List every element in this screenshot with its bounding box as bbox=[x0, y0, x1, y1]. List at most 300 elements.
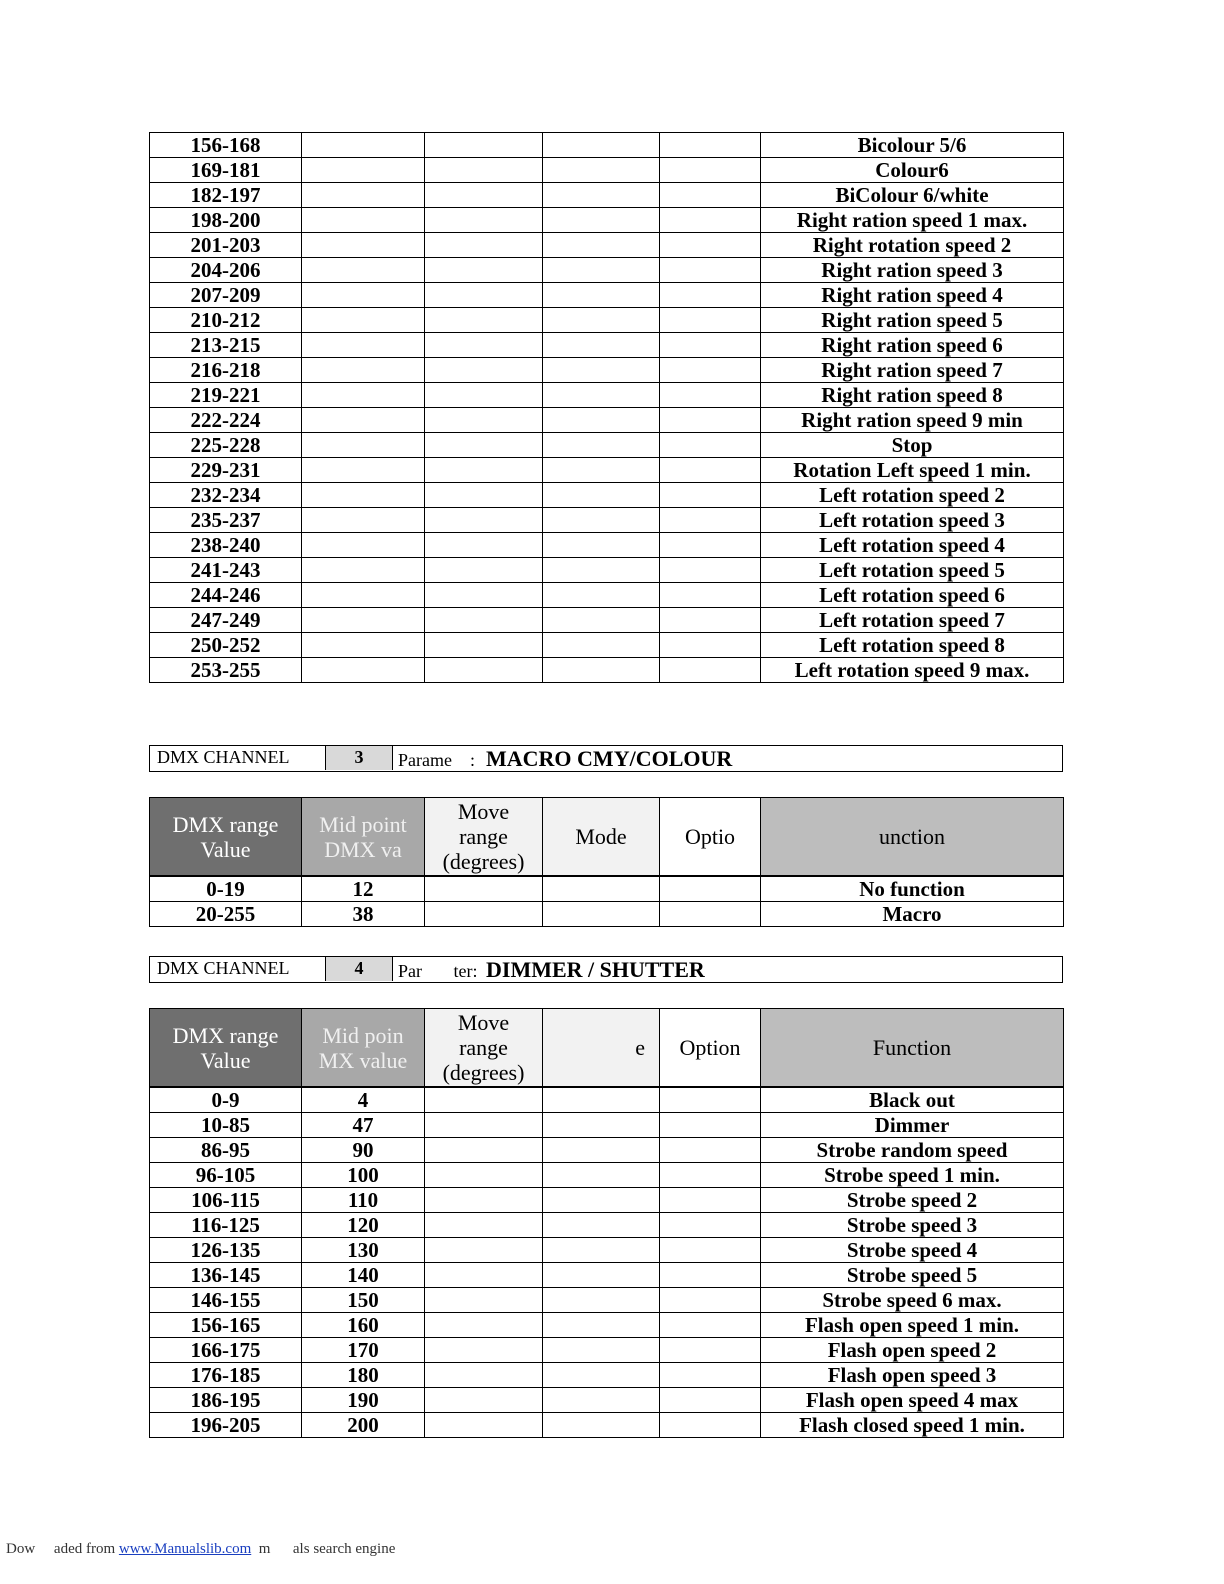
cell-dmx-range: 241-243 bbox=[150, 558, 302, 583]
cell-mode bbox=[543, 583, 660, 608]
cell-option bbox=[660, 1338, 761, 1363]
table-row bbox=[150, 283, 1064, 308]
cell-dmx-range: 238-240 bbox=[150, 533, 302, 558]
cell-mid-point: 150 bbox=[302, 1288, 425, 1313]
cell-mid-point: 110 bbox=[302, 1188, 425, 1213]
cell-move-range bbox=[425, 583, 543, 608]
cell-function: Flash open speed 2 bbox=[761, 1338, 1064, 1363]
table-row bbox=[150, 558, 1064, 583]
cell-option bbox=[660, 877, 761, 902]
cell-dmx-range: 0-19 bbox=[150, 877, 302, 902]
cell-move-range bbox=[425, 183, 543, 208]
footer-text: Dow aded from bbox=[6, 1541, 119, 1557]
cell-mid-point: 130 bbox=[302, 1238, 425, 1263]
table-channel-4 bbox=[149, 1087, 1064, 1438]
cell-mid-point: 200 bbox=[302, 1413, 425, 1438]
cell-mode bbox=[543, 333, 660, 358]
table-row bbox=[150, 1088, 1064, 1113]
table-row bbox=[150, 308, 1064, 333]
cell-mid-point bbox=[302, 158, 425, 183]
cell-dmx-range: 0-9 bbox=[150, 1088, 302, 1113]
table-row bbox=[150, 1388, 1064, 1413]
cell-move-range bbox=[425, 1238, 543, 1263]
cell-option bbox=[660, 483, 761, 508]
cell-mid-point bbox=[302, 458, 425, 483]
table-row bbox=[150, 608, 1064, 633]
cell-mid-point bbox=[302, 308, 425, 333]
cell-move-range bbox=[425, 1313, 543, 1338]
cell-option bbox=[660, 408, 761, 433]
footer-text: m als search engine bbox=[251, 1541, 396, 1557]
table-row bbox=[150, 433, 1064, 458]
table-row bbox=[150, 877, 1064, 902]
cell-mode bbox=[543, 358, 660, 383]
cell-dmx-range: 225-228 bbox=[150, 433, 302, 458]
table-row bbox=[150, 208, 1064, 233]
cell-option bbox=[660, 308, 761, 333]
cell-move-range bbox=[425, 533, 543, 558]
cell-option bbox=[660, 608, 761, 633]
cell-mode bbox=[543, 258, 660, 283]
cell-function: Left rotation speed 7 bbox=[761, 608, 1064, 633]
cell-dmx-range: 250-252 bbox=[150, 633, 302, 658]
cell-dmx-range: 219-221 bbox=[150, 383, 302, 408]
table-body bbox=[150, 877, 1064, 927]
cell-function: Strobe random speed bbox=[761, 1138, 1064, 1163]
dmx-channel-number: 4 bbox=[325, 957, 393, 981]
channel-4-header bbox=[149, 1008, 1064, 1087]
cell-dmx-range: 207-209 bbox=[150, 283, 302, 308]
cell-function: Strobe speed 3 bbox=[761, 1213, 1064, 1238]
cell-mid-point bbox=[302, 408, 425, 433]
cell-function: Left rotation speed 4 bbox=[761, 533, 1064, 558]
cell-mid-point: 170 bbox=[302, 1338, 425, 1363]
cell-move-range bbox=[425, 1088, 543, 1113]
cell-mid-point bbox=[302, 358, 425, 383]
cell-mode bbox=[543, 1238, 660, 1263]
table-row bbox=[150, 183, 1064, 208]
cell-option bbox=[660, 533, 761, 558]
cell-option bbox=[660, 258, 761, 283]
cell-option bbox=[660, 658, 761, 683]
cell-mid-point bbox=[302, 133, 425, 158]
cell-mode bbox=[543, 902, 660, 927]
cell-option bbox=[660, 1163, 761, 1188]
cell-move-range bbox=[425, 633, 543, 658]
cell-mid-point: 160 bbox=[302, 1313, 425, 1338]
cell-function: Strobe speed 1 min. bbox=[761, 1163, 1064, 1188]
header-function: unction bbox=[761, 798, 1064, 876]
table-row bbox=[150, 133, 1064, 158]
cell-mode bbox=[543, 508, 660, 533]
parameter-value: MACRO CMY/COLOUR bbox=[486, 746, 733, 771]
cell-mid-point bbox=[302, 208, 425, 233]
cell-function: Left rotation speed 5 bbox=[761, 558, 1064, 583]
cell-mode bbox=[543, 158, 660, 183]
cell-move-range bbox=[425, 258, 543, 283]
cell-move-range bbox=[425, 233, 543, 258]
cell-function: Flash open speed 4 max bbox=[761, 1388, 1064, 1413]
cell-option bbox=[660, 158, 761, 183]
cell-option bbox=[660, 208, 761, 233]
parameter-label: Par ter: bbox=[398, 961, 478, 981]
table-row bbox=[150, 1363, 1064, 1388]
cell-mid-point bbox=[302, 633, 425, 658]
cell-function: Flash open speed 3 bbox=[761, 1363, 1064, 1388]
cell-move-range bbox=[425, 308, 543, 333]
cell-function: Macro bbox=[761, 902, 1064, 927]
cell-function: Black out bbox=[761, 1088, 1064, 1113]
cell-move-range bbox=[425, 1338, 543, 1363]
table-row bbox=[150, 508, 1064, 533]
header-mode: e bbox=[543, 1009, 660, 1087]
cell-mode bbox=[543, 1088, 660, 1113]
cell-dmx-range: 156-165 bbox=[150, 1313, 302, 1338]
table-body bbox=[150, 133, 1064, 683]
cell-dmx-range: 198-200 bbox=[150, 208, 302, 233]
cell-mid-point bbox=[302, 283, 425, 308]
cell-move-range bbox=[425, 902, 543, 927]
cell-function: Flash open speed 1 min. bbox=[761, 1313, 1064, 1338]
cell-option bbox=[660, 1113, 761, 1138]
cell-dmx-range: 20-255 bbox=[150, 902, 302, 927]
cell-function: Right ration speed 5 bbox=[761, 308, 1064, 333]
header-move-range: Move range (degrees) bbox=[425, 1009, 543, 1087]
cell-dmx-range: 253-255 bbox=[150, 658, 302, 683]
cell-mode bbox=[543, 283, 660, 308]
cell-mid-point bbox=[302, 183, 425, 208]
cell-function: Right ration speed 4 bbox=[761, 283, 1064, 308]
cell-move-range bbox=[425, 158, 543, 183]
cell-mode bbox=[543, 1413, 660, 1438]
table-row bbox=[150, 1338, 1064, 1363]
cell-function: Bicolour 5/6 bbox=[761, 133, 1064, 158]
header-mid-point: Mid point DMX va bbox=[302, 798, 425, 876]
table-color-wheel-continued bbox=[149, 132, 1064, 683]
cell-mode bbox=[543, 608, 660, 633]
cell-mode bbox=[543, 483, 660, 508]
cell-mode bbox=[543, 558, 660, 583]
cell-mode bbox=[543, 308, 660, 333]
cell-option bbox=[660, 1313, 761, 1338]
table-row bbox=[150, 258, 1064, 283]
cell-option bbox=[660, 233, 761, 258]
cell-option bbox=[660, 1088, 761, 1113]
cell-move-range bbox=[425, 283, 543, 308]
cell-move-range bbox=[425, 508, 543, 533]
cell-mid-point bbox=[302, 483, 425, 508]
cell-mode bbox=[543, 1263, 660, 1288]
cell-dmx-range: 106-115 bbox=[150, 1188, 302, 1213]
cell-dmx-range: 186-195 bbox=[150, 1388, 302, 1413]
cell-dmx-range: 169-181 bbox=[150, 158, 302, 183]
cell-option bbox=[660, 1363, 761, 1388]
cell-function: Stop bbox=[761, 433, 1064, 458]
cell-function: Left rotation speed 2 bbox=[761, 483, 1064, 508]
table-row bbox=[150, 333, 1064, 358]
cell-function: Right rotation speed 2 bbox=[761, 233, 1064, 258]
cell-dmx-range: 176-185 bbox=[150, 1363, 302, 1388]
cell-mid-point bbox=[302, 608, 425, 633]
cell-option bbox=[660, 1238, 761, 1263]
table-row bbox=[150, 358, 1064, 383]
cell-move-range bbox=[425, 1388, 543, 1413]
dmx-channel-number: 3 bbox=[325, 746, 393, 770]
cell-function: Right ration speed 3 bbox=[761, 258, 1064, 283]
header-option: Optio bbox=[660, 798, 761, 876]
header-mode: Mode bbox=[543, 798, 660, 876]
cell-move-range bbox=[425, 1213, 543, 1238]
cell-move-range bbox=[425, 358, 543, 383]
cell-move-range bbox=[425, 1113, 543, 1138]
cell-dmx-range: 116-125 bbox=[150, 1213, 302, 1238]
cell-mode bbox=[543, 433, 660, 458]
parameter-label: Parame : bbox=[398, 750, 475, 770]
cell-function: Right ration speed 8 bbox=[761, 383, 1064, 408]
cell-mode bbox=[543, 1338, 660, 1363]
cell-option bbox=[660, 458, 761, 483]
cell-function: No function bbox=[761, 877, 1064, 902]
cell-move-range bbox=[425, 558, 543, 583]
cell-function: Strobe speed 2 bbox=[761, 1188, 1064, 1213]
cell-option bbox=[660, 1388, 761, 1413]
table-row bbox=[150, 902, 1064, 927]
cell-dmx-range: 222-224 bbox=[150, 408, 302, 433]
cell-move-range bbox=[425, 608, 543, 633]
cell-mid-point: 38 bbox=[302, 902, 425, 927]
header-move-range: Move range (degrees) bbox=[425, 798, 543, 876]
cell-function: Strobe speed 5 bbox=[761, 1263, 1064, 1288]
cell-move-range bbox=[425, 1163, 543, 1188]
cell-mid-point bbox=[302, 558, 425, 583]
cell-mid-point: 100 bbox=[302, 1163, 425, 1188]
cell-option bbox=[660, 358, 761, 383]
cell-option bbox=[660, 1263, 761, 1288]
table-row bbox=[150, 408, 1064, 433]
cell-move-range bbox=[425, 1263, 543, 1288]
cell-option bbox=[660, 433, 761, 458]
cell-mid-point bbox=[302, 658, 425, 683]
cell-dmx-range: 156-168 bbox=[150, 133, 302, 158]
cell-mid-point: 12 bbox=[302, 877, 425, 902]
cell-mid-point: 180 bbox=[302, 1363, 425, 1388]
cell-mid-point: 90 bbox=[302, 1138, 425, 1163]
cell-dmx-range: 232-234 bbox=[150, 483, 302, 508]
cell-mode bbox=[543, 1388, 660, 1413]
cell-move-range bbox=[425, 1188, 543, 1213]
header-dmx-range: DMX range Value bbox=[150, 798, 302, 876]
cell-option bbox=[660, 633, 761, 658]
table-row bbox=[150, 458, 1064, 483]
cell-mid-point: 190 bbox=[302, 1388, 425, 1413]
table-row bbox=[150, 383, 1064, 408]
cell-dmx-range: 235-237 bbox=[150, 508, 302, 533]
cell-dmx-range: 196-205 bbox=[150, 1413, 302, 1438]
cell-dmx-range: 166-175 bbox=[150, 1338, 302, 1363]
cell-dmx-range: 146-155 bbox=[150, 1288, 302, 1313]
cell-move-range bbox=[425, 658, 543, 683]
cell-dmx-range: 201-203 bbox=[150, 233, 302, 258]
table-row bbox=[150, 1288, 1064, 1313]
cell-dmx-range: 229-231 bbox=[150, 458, 302, 483]
cell-function: Flash closed speed 1 min. bbox=[761, 1413, 1064, 1438]
cell-move-range bbox=[425, 208, 543, 233]
cell-mode bbox=[543, 458, 660, 483]
header-function: Function bbox=[761, 1009, 1064, 1087]
cell-move-range bbox=[425, 877, 543, 902]
cell-option bbox=[660, 283, 761, 308]
table-row bbox=[150, 233, 1064, 258]
cell-function: Left rotation speed 9 max. bbox=[761, 658, 1064, 683]
cell-mid-point bbox=[302, 508, 425, 533]
cell-move-range bbox=[425, 433, 543, 458]
cell-function: Strobe speed 4 bbox=[761, 1238, 1064, 1263]
cell-function: Right ration speed 9 min bbox=[761, 408, 1064, 433]
cell-function: Right ration speed 1 max. bbox=[761, 208, 1064, 233]
cell-mode bbox=[543, 1213, 660, 1238]
cell-dmx-range: 247-249 bbox=[150, 608, 302, 633]
cell-mid-point bbox=[302, 533, 425, 558]
channel-3-header bbox=[149, 797, 1064, 876]
cell-function: Left rotation speed 6 bbox=[761, 583, 1064, 608]
cell-function: Colour6 bbox=[761, 158, 1064, 183]
cell-dmx-range: 10-85 bbox=[150, 1113, 302, 1138]
cell-function: BiColour 6/white bbox=[761, 183, 1064, 208]
cell-option bbox=[660, 1288, 761, 1313]
cell-mid-point bbox=[302, 583, 425, 608]
cell-function: Rotation Left speed 1 min. bbox=[761, 458, 1064, 483]
table-row bbox=[150, 1188, 1064, 1213]
table-row bbox=[150, 1113, 1064, 1138]
cell-dmx-range: 213-215 bbox=[150, 333, 302, 358]
table-row bbox=[150, 1213, 1064, 1238]
manualslib-link[interactable]: www.Manualslib.com bbox=[118, 1541, 252, 1557]
table-row bbox=[150, 158, 1064, 183]
cell-mode bbox=[543, 233, 660, 258]
dmx-channel-4-bar bbox=[149, 956, 1063, 983]
cell-move-range bbox=[425, 458, 543, 483]
cell-move-range bbox=[425, 483, 543, 508]
cell-mode bbox=[543, 208, 660, 233]
cell-mid-point: 47 bbox=[302, 1113, 425, 1138]
cell-mode bbox=[543, 1113, 660, 1138]
table-row bbox=[150, 483, 1064, 508]
cell-function: Right ration speed 7 bbox=[761, 358, 1064, 383]
dmx-channel-label: DMX CHANNEL bbox=[157, 958, 290, 978]
table-row bbox=[150, 533, 1064, 558]
cell-move-range bbox=[425, 1138, 543, 1163]
cell-move-range bbox=[425, 383, 543, 408]
cell-option bbox=[660, 183, 761, 208]
table-row bbox=[150, 658, 1064, 683]
cell-mode bbox=[543, 658, 660, 683]
cell-mid-point bbox=[302, 333, 425, 358]
cell-mode bbox=[543, 1288, 660, 1313]
cell-function: Left rotation speed 8 bbox=[761, 633, 1064, 658]
cell-mid-point bbox=[302, 233, 425, 258]
cell-function: Dimmer bbox=[761, 1113, 1064, 1138]
cell-move-range bbox=[425, 1413, 543, 1438]
header-dmx-range: DMX range Value bbox=[150, 1009, 302, 1087]
cell-move-range bbox=[425, 1363, 543, 1388]
table-body bbox=[150, 1088, 1064, 1438]
cell-option bbox=[660, 1413, 761, 1438]
cell-option bbox=[660, 1188, 761, 1213]
cell-dmx-range: 136-145 bbox=[150, 1263, 302, 1288]
page-footer bbox=[6, 1541, 395, 1558]
table-row bbox=[150, 1313, 1064, 1338]
cell-dmx-range: 126-135 bbox=[150, 1238, 302, 1263]
cell-option bbox=[660, 1138, 761, 1163]
cell-mode bbox=[543, 383, 660, 408]
cell-mode bbox=[543, 133, 660, 158]
cell-option bbox=[660, 902, 761, 927]
cell-move-range bbox=[425, 408, 543, 433]
cell-function: Left rotation speed 3 bbox=[761, 508, 1064, 533]
cell-mid-point: 120 bbox=[302, 1213, 425, 1238]
cell-move-range bbox=[425, 333, 543, 358]
cell-mode bbox=[543, 183, 660, 208]
cell-mode bbox=[543, 1363, 660, 1388]
cell-option bbox=[660, 583, 761, 608]
table-row bbox=[150, 1413, 1064, 1438]
table-channel-3 bbox=[149, 876, 1064, 927]
table-row bbox=[150, 633, 1064, 658]
cell-mode bbox=[543, 1138, 660, 1163]
cell-dmx-range: 86-95 bbox=[150, 1138, 302, 1163]
cell-option bbox=[660, 1213, 761, 1238]
cell-mode bbox=[543, 633, 660, 658]
cell-mode bbox=[543, 1188, 660, 1213]
cell-mid-point bbox=[302, 383, 425, 408]
header-mid-point: Mid poin MX value bbox=[302, 1009, 425, 1087]
cell-mode bbox=[543, 533, 660, 558]
dmx-channel-label: DMX CHANNEL bbox=[157, 747, 290, 767]
cell-move-range bbox=[425, 133, 543, 158]
cell-option bbox=[660, 333, 761, 358]
table-row bbox=[150, 1138, 1064, 1163]
cell-dmx-range: 210-212 bbox=[150, 308, 302, 333]
parameter-value: DIMMER / SHUTTER bbox=[486, 957, 705, 982]
cell-dmx-range: 244-246 bbox=[150, 583, 302, 608]
cell-dmx-range: 216-218 bbox=[150, 358, 302, 383]
cell-mid-point bbox=[302, 433, 425, 458]
cell-function: Strobe speed 6 max. bbox=[761, 1288, 1064, 1313]
cell-move-range bbox=[425, 1288, 543, 1313]
cell-mode bbox=[543, 877, 660, 902]
header-option: Option bbox=[660, 1009, 761, 1087]
table-row bbox=[150, 1238, 1064, 1263]
cell-mid-point: 140 bbox=[302, 1263, 425, 1288]
cell-option bbox=[660, 558, 761, 583]
table-row bbox=[150, 583, 1064, 608]
cell-option bbox=[660, 508, 761, 533]
table-row bbox=[150, 1163, 1064, 1188]
table-row bbox=[150, 1263, 1064, 1288]
cell-mode bbox=[543, 1163, 660, 1188]
cell-mid-point bbox=[302, 258, 425, 283]
cell-dmx-range: 182-197 bbox=[150, 183, 302, 208]
cell-option bbox=[660, 383, 761, 408]
cell-mid-point: 4 bbox=[302, 1088, 425, 1113]
cell-mode bbox=[543, 408, 660, 433]
cell-dmx-range: 96-105 bbox=[150, 1163, 302, 1188]
cell-option bbox=[660, 133, 761, 158]
cell-dmx-range: 204-206 bbox=[150, 258, 302, 283]
dmx-channel-3-bar bbox=[149, 745, 1063, 772]
cell-mode bbox=[543, 1313, 660, 1338]
cell-function: Right ration speed 6 bbox=[761, 333, 1064, 358]
